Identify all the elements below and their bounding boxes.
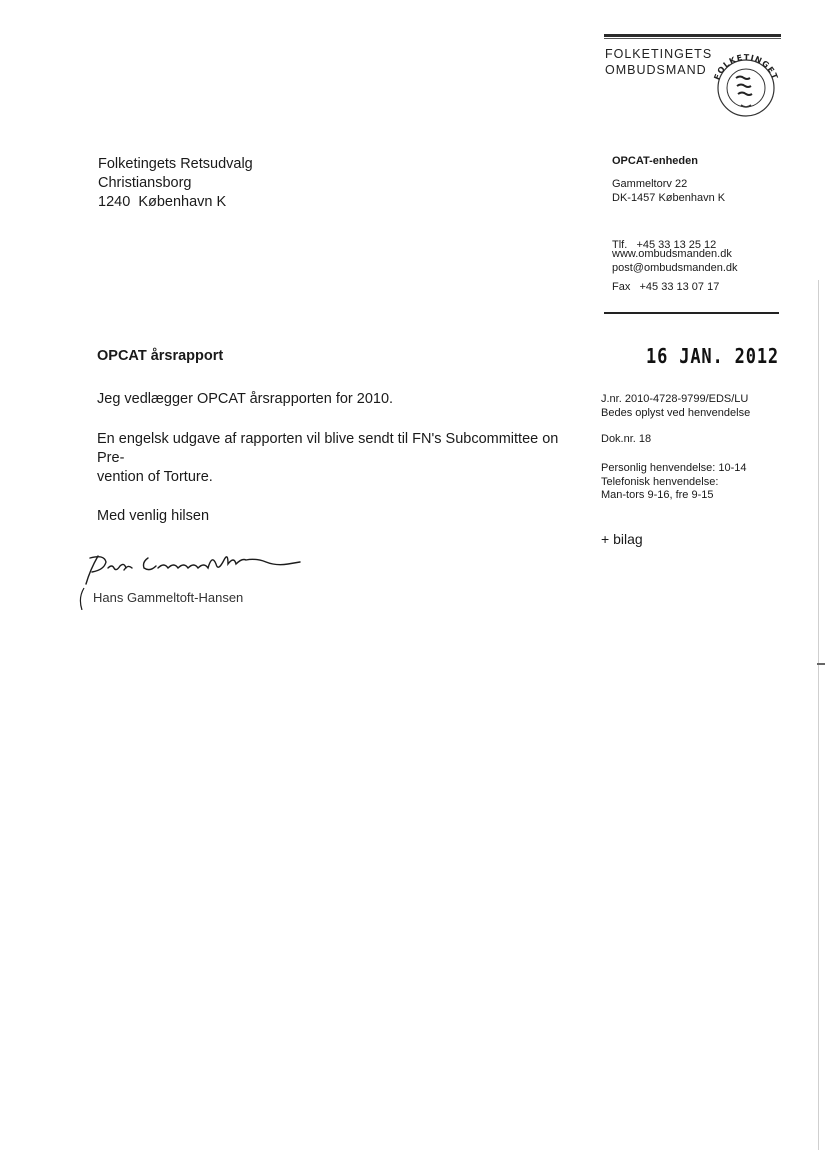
sender-street: Gammeltorv 22	[612, 178, 688, 190]
sender-city: DK-1457 København K	[612, 192, 726, 204]
scan-edge-line	[818, 280, 819, 1150]
sender-email: post@ombudsmanden.dk	[612, 262, 738, 274]
sender-online	[612, 247, 738, 275]
recipient-line-3: 1240 København K	[98, 194, 227, 210]
organization-name	[605, 46, 712, 78]
sender-phone: Tlf. +45 33 13 25 12	[612, 239, 717, 251]
signer-name: Hans Gammeltoft-Hansen	[93, 590, 244, 605]
svg-text:FOLKETINGET	[712, 53, 779, 81]
contact-hours-block	[601, 462, 747, 503]
phone-hours: Man-tors 9-16, fre 9-15	[601, 489, 714, 501]
divider-rule	[604, 312, 779, 314]
letter-subject: OPCAT årsrapport	[97, 348, 224, 364]
closing-salutation: Med venlig hilsen	[97, 508, 210, 524]
enclosure-note: + bilag	[601, 531, 643, 547]
parliament-seal-icon	[708, 52, 784, 118]
sender-website: www.ombudsmanden.dk	[612, 248, 732, 260]
document-number: Dok.nr. 18	[601, 433, 652, 445]
letterhead-rule	[604, 34, 781, 37]
body-paragraph-2-line-2: vention of Torture.	[97, 469, 213, 485]
recipient-address	[98, 155, 253, 212]
sender-unit: OPCAT-enheden	[612, 155, 698, 167]
recipient-line-1: Folketingets Retsudvalg	[98, 156, 253, 172]
journal-note: Bedes oplyst ved henvendelse	[601, 406, 751, 419]
org-line-2: OMBUDSMAND	[605, 63, 707, 77]
personal-hours: Personlig henvendelse: 10-14	[601, 462, 747, 474]
body-paragraph-1: Jeg vedlægger OPCAT årsrapporten for 2010.	[97, 391, 394, 407]
recipient-line-2: Christiansborg	[98, 175, 192, 191]
journal-number: J.nr. 2010-4728-9799/EDS/LU	[601, 393, 749, 405]
org-line-1: FOLKETINGETS	[605, 47, 713, 61]
journal-number-block	[601, 393, 750, 420]
sender-fax: Fax +45 33 13 07 17	[612, 281, 720, 293]
body-paragraph-2	[97, 430, 567, 487]
seal-text: FOLKETINGET	[712, 52, 780, 82]
sender-address	[612, 177, 725, 205]
date-stamp: 16 JAN. 2012	[646, 344, 780, 368]
scan-margin-mark	[817, 663, 825, 665]
body-paragraph-2-line-1: En engelsk udgave af rapporten vil blive sendt til FN's Subcommittee on Pre-	[97, 431, 559, 466]
phone-hours-label: Telefonisk henvendelse:	[601, 475, 719, 488]
letterhead-rule-thin	[604, 38, 781, 39]
